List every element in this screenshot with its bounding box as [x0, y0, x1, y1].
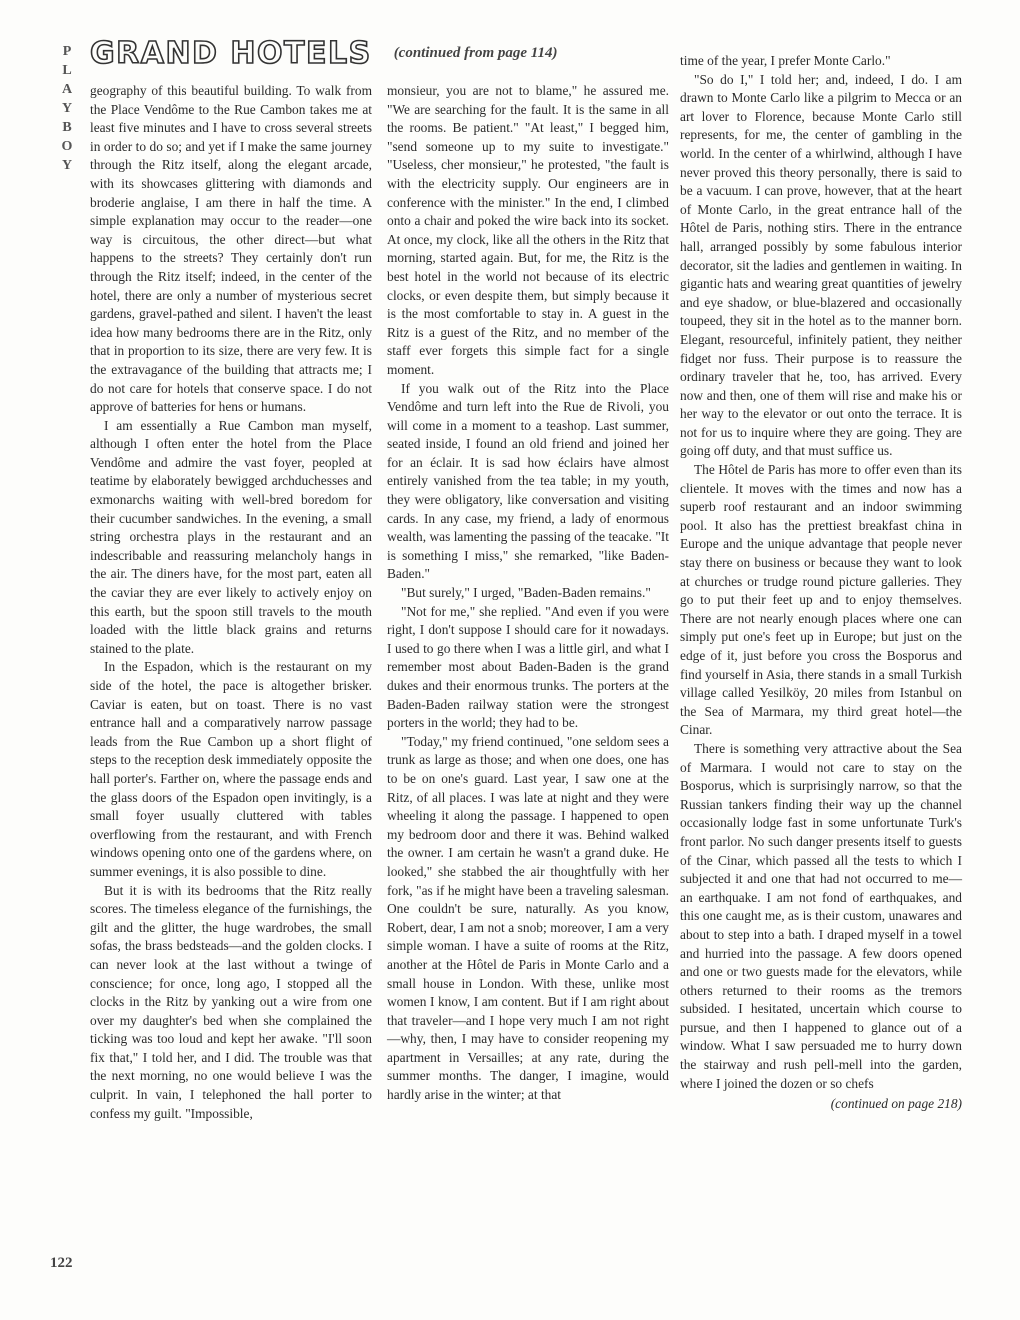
- text-column-3: [680, 52, 962, 1114]
- magazine-name-vertical: [54, 42, 80, 175]
- paragraph: "Not for me," she replied. "And even if you were right, I don't suppose I should care for it nowadays. I used to go there when I was a little girl, and what I remember most about Baden-Baden is the grand dukes and their enormous trunks. The porters at the Baden-Baden railway station were the strongest porters in the world; they had to be.: [387, 603, 669, 731]
- magazine-letter: A: [61, 82, 73, 97]
- text-column-2: [387, 82, 669, 1105]
- paragraph: But it is with its bedrooms that the Ritz really scores. The timeless elegance of the furnishings, the gilt and the glitter, the huge wardrobes, the small sofas, the brass bedsteads—and the golden clocks. I can never look at the last without a twinge of conscience; for once, long ago, I stopped all the clocks in the Ritz by yanking out a wire from one over my daughter's bed when she complained the ticking was too loud and kept her awake. "I'll soon fix that," I told her, and I did. The trouble was that the next morning, no one would believe I was the culprit. In vain, I telephoned the hall porter to confess my guilt. "Impossible,: [90, 882, 372, 1121]
- magazine-letter: Y: [61, 158, 73, 173]
- magazine-letter: L: [62, 63, 72, 78]
- paragraph: In the Espadon, which is the restaurant on my side of the hotel, the pace is altogether brisker. Caviar is eaten, but on toast. There is no vast entrance hall and a comparatively narrow passage leads from the Rue Cambon up a short flight of steps to the reception desk immediately opposite the hall porter's. Farther on, where the passage ends and the glass doors of the Espadon open invitingly, is a small foyer usually cluttered with tables overflowing from the restaurant, and with French windows opening onto one of the gardens where, on summer evenings, it is also possible to dine.: [90, 659, 372, 879]
- text-column-1: [90, 82, 372, 1123]
- paragraph: There is something very attractive about the Sea of Marmara. I would not care to stay on the Bosporus, which is surprisingly narrow, so that the Russian tankers finding their way up the channel occasionally lodge fast in some unfortunate Turk's front parlor. No such danger presents itself to guests of the Cinar, which passed all the tests to which I subjected it and one that had not occurred to me—an earthquake. I am not fond of earthquakes, and this one caught me, as is their custom, unawares and about to step into a bath. I draped myself in a towel and hurried into the passage. A few doors opened and one or two guests made for the elevators, while others returned to their rooms as the tremors subsided. I hesitated, uncertain which course to pursue, and then I happened to glance out of a window. What I saw persuaded me to hurry down the stairway and rush pell-mell into the garden, where I joined the dozen or so chefs: [680, 740, 962, 1091]
- magazine-letter: O: [61, 139, 73, 154]
- continued-from-note: (continued from page 114): [393, 44, 558, 61]
- page-number: 122: [50, 1255, 73, 1271]
- paragraph: "But surely," I urged, "Baden-Baden remains.": [401, 585, 651, 601]
- paragraph: "So do I," I told her; and, indeed, I do. I am drawn to Monte Carlo like a pilgrim to Mecca or an art lover to Florence, because Monte Carlo still represents, for me, the center of gambling in the world. In the center of a whirlwind, although I have never proved this theory personally, there is said to be a vacuum. I can prove, however, that at the heart of Monte Carlo, in the great entrance hall of the Hôtel de Paris, nothing stirs. There in the entrance hall, arranged possibly by some fabulous interior decorator, sit the ladies and gentlemen in waiting. In gigantic hats and wearing great quantities of jewelry and eye shadow, or blue-blazered and occasionally toupeed, they sit in the hotel as to the manner born. Elegant, resourceful, infinitely patient, they neither fidget nor fuss. Their purpose is to reassure the ordinary traveler that he, too, has arrived. Every now and then, one of them will rise and make his or her way to the elevator or out onto the terrace. It is not for us to inquire where they are going. They are going off duty, and that must suffice us.: [680, 71, 962, 459]
- paragraph: monsieur, you are not to blame," he assured me. "We are searching for the fault. It is the same in all the rooms. Be patient." "At least," I begged him, "send someone up to my suite to investigate." "Useless, cher monsieur," he protested, "the fault is with the electricity supply. Our engineers are in conference with the minister." In the end, I climbed onto a chair and poked the wire back into its socket. At once, my clock, like all the others in the Ritz that morning, started again. But, for me, the Ritz is the best hotel in the world not because of its electric clocks, or even despite them, but simply because it is the most comfortable to stay in. A guest in the Ritz is a guest of the Ritz, and no member of the staff ever forgets this simple fact for a single moment.: [387, 83, 669, 377]
- paragraph: time of the year, I prefer Monte Carlo.": [680, 53, 891, 68]
- magazine-letter: Y: [61, 101, 73, 116]
- headline-title: GRAND HOTELS: [90, 35, 372, 71]
- paragraph: If you walk out of the Ritz into the Place Vendôme and turn left into the Rue de Rivoli, you will come in a moment to a teashop. Last summer, seated inside, I found an old friend and joined her for an éclair. It is sad how éclairs have almost entirely vanished from the tea table; in my youth, they were obligatory, like conversation and visiting cards. In any case, my friend, a lady of enormous wealth, was lamenting the passing of the teacake. "It is something I miss," she remarked, "like Baden-Baden.": [387, 380, 669, 582]
- article-headline: [90, 28, 557, 78]
- paragraph: I am essentially a Rue Cambon man myself, although I often enter the hotel from the Place Vendôme and admire the vast foyer, peopled at teatime by elaborately bewigged archduchesses and exmonarchs waiting with well-bred boredom for their cucumber sandwiches. In the evening, a small string orchestra plays in the restaurant and an indescribable and reassuring melancholy hangs in the air. The diners have, for the most part, eaten all the caviar they are ever likely to actively enjoy on this earth, but the spoon still travels to the mouth loaded with the little black grains and returns stained to the plate.: [90, 417, 372, 656]
- magazine-letter: B: [62, 120, 72, 135]
- paragraph: "Today," my friend continued, "one seldom sees a trunk as large as those; and when one does, one has to be on one's guard. Last year, I saw one at the Ritz, of all places. I was late at night and they were wheeling it along the passage. I happened to open my bedroom door and there it was. Behind walked the owner. I am certain he wasn't a grand duke. He looked," she stabbed the air thoughtfully with her fork, "as if he might have been a traveling salesman. One couldn't be sure, naturally. As you know, Robert, dear, I am not a snob; moreover, I am a very simple woman. I have a suite of rooms at the Ritz, another at the Hôtel de Paris in Monte Carlo and a small house in London. With these, unlike most women I know, I am content. But if I am right about that traveler—and I hope very much I am not right—why, then, I may have to consider reopening my apartment in Versailles; at any rate, during the summer months. The danger, I imagine, would hardly arise in the winter; at that: [387, 733, 669, 1103]
- magazine-letter: P: [62, 44, 72, 59]
- paragraph: geography of this beautiful building. To walk from the Place Vendôme to the Rue Cambon takes me at least five minutes and I have to cross several streets in order to do so; and yet if I make the same journey through the Ritz itself, along the elegant arcade, with its showcases glittering with diamonds and broderie anglaise, I am there in half the time. A simple explanation may occur to the reader—one way is circuitous, the other direct—but what happens to the streets? They certainly don't run through the Ritz itself; indeed, in the center of the hotel, there are only a number of mysterious secret gardens, gravel-pathed and silent. I haven't the least idea how many bedrooms there are in the Ritz, only that in proportion to its size, there are very few. It is the extravagance of the building that attracts me; I do not care for hotels that conserve space. I do not approve of batteries for hens or humans.: [90, 83, 372, 415]
- continued-on-note: (continued on page 218): [830, 1096, 962, 1112]
- paragraph: The Hôtel de Paris has more to offer even than its clientele. It moves with the times and now has a superb roof restaurant and an indoor swimming pool. It also has the prettiest breakfast china in Europe and the unique advantage that people never stay there on business or because they want to look at churches or trudge round picture galleries. They go to put their feet up and to enjoy themselves. There are not nearly enough places where one can simply put one's feet up in Europe; but just on the edge of it, just before you cross the Bosporus and find yourself in Asia, there stands in a small Turkish village called Yesilköy, 20 miles from Istanbul on the Sea of Marmara, my third great hotel—the Cinar.: [680, 462, 962, 738]
